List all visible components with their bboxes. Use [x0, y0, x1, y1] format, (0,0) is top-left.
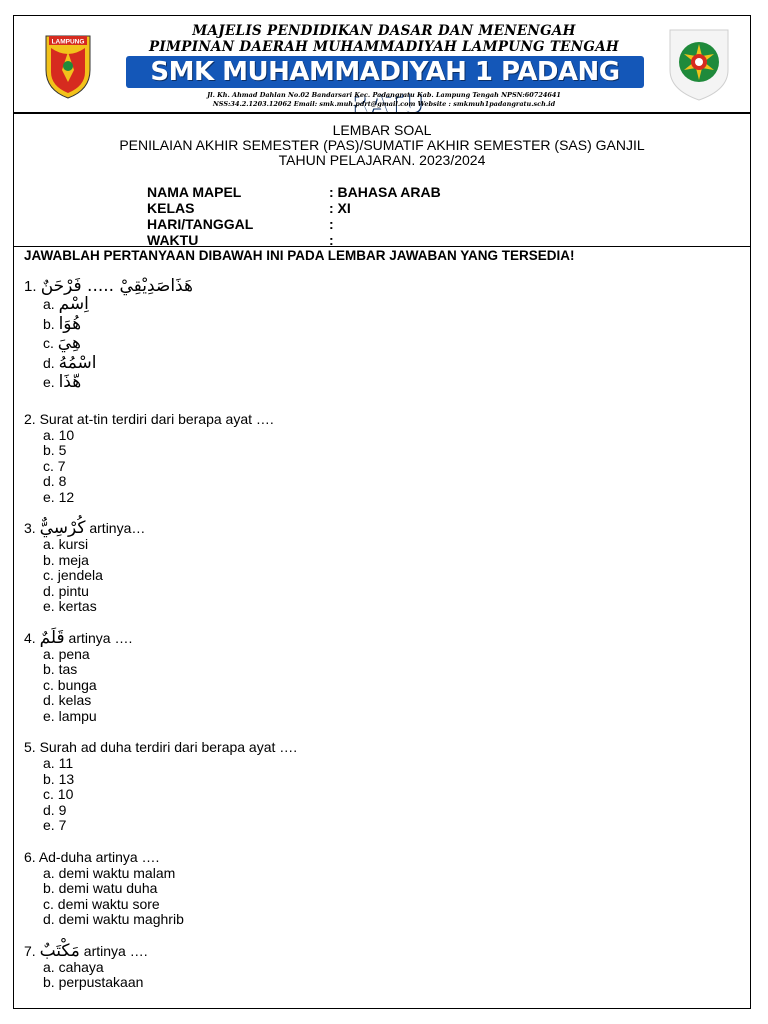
option[interactable]	[24, 459, 724, 475]
option-label: a.	[43, 864, 55, 881]
option[interactable]	[24, 354, 724, 374]
school-address: Jl. Kh. Ahmad Dahlan No.02 Bandarsari Kec. Padangratu Kab. Lampung Tengah NPSN:60724641	[207, 91, 561, 99]
option-text: اِسْم	[58, 294, 89, 314]
option[interactable]	[24, 897, 724, 913]
question-number: 7.	[24, 942, 36, 959]
option[interactable]	[24, 599, 724, 615]
question-arabic: هَذَاصَدِيْقِيْ ..... فَرْحَنٌ	[40, 276, 193, 296]
question-header	[24, 739, 724, 756]
option-text: meja	[58, 551, 89, 568]
option[interactable]	[24, 662, 724, 678]
option-label: b.	[43, 770, 55, 787]
option[interactable]	[24, 334, 724, 354]
exam-page	[13, 15, 751, 1009]
question-header	[24, 940, 724, 961]
header-divider	[14, 112, 750, 114]
option[interactable]	[24, 772, 724, 788]
option-text: demi watu duha	[58, 880, 158, 896]
option-label: b.	[43, 315, 55, 332]
title-assessment: PENILAIAN AKHIR SEMESTER (PAS)/SUMATIF AKHIR SEMESTER (SAS) GANJIL	[119, 137, 645, 153]
question-text: artinya ….	[68, 629, 133, 646]
question-number: 4.	[24, 629, 36, 646]
option-text: 5	[58, 442, 67, 458]
option-label: b.	[43, 551, 55, 568]
question-2	[24, 411, 724, 506]
option-text: 7	[57, 457, 66, 474]
option[interactable]	[24, 647, 724, 663]
option[interactable]	[24, 443, 724, 459]
question-7	[24, 940, 724, 991]
option-text: kertas	[58, 598, 97, 614]
question-6	[24, 849, 724, 928]
option[interactable]	[24, 881, 724, 897]
question-header	[24, 849, 724, 866]
option-text: هِيَ	[57, 333, 81, 353]
instruction-text: JAWABLAH PERTANYAAN DIBAWAH INI PADA LEMBAR JAWABAN YANG TERSEDIA!	[24, 248, 575, 263]
option-label: e.	[43, 374, 55, 390]
option-label: d.	[43, 582, 55, 599]
option-label: d.	[43, 692, 55, 708]
question-5	[24, 739, 724, 834]
option[interactable]	[24, 756, 724, 772]
info-value: :	[329, 216, 334, 232]
option-label: c.	[43, 895, 54, 912]
muhammadiyah-logo	[666, 24, 732, 104]
option-text: bunga	[57, 676, 97, 693]
option[interactable]	[24, 553, 724, 569]
question-3	[24, 520, 724, 615]
info-value: : BAHASA ARAB	[329, 184, 441, 200]
option-label: a.	[43, 645, 55, 662]
question-number: 5.	[24, 739, 36, 755]
exam-info	[147, 184, 629, 248]
info-label: NAMA MAPEL	[147, 184, 242, 200]
info-value: : XI	[329, 200, 351, 216]
option-label: a.	[43, 426, 55, 443]
option-text: 8	[58, 473, 67, 489]
option[interactable]	[24, 315, 724, 335]
option-label: d.	[43, 911, 55, 927]
option-label: b.	[43, 442, 55, 458]
option-text: 7	[58, 817, 67, 833]
option-label: a.	[43, 755, 55, 771]
info-row	[147, 216, 629, 232]
question-number: 2.	[24, 410, 36, 427]
question-number: 6.	[24, 848, 36, 865]
option[interactable]	[24, 428, 724, 444]
option-text: 11	[58, 755, 74, 771]
question-4	[24, 627, 724, 725]
title-academic-year: TAHUN PELAJARAN. 2023/2024	[278, 152, 486, 168]
option[interactable]	[24, 678, 724, 694]
option-label: a.	[43, 296, 55, 312]
option[interactable]	[24, 474, 724, 490]
option-text: demi waktu sore	[57, 895, 160, 912]
option-label: c.	[43, 457, 54, 474]
option-label: c.	[43, 335, 54, 351]
option[interactable]	[24, 537, 724, 553]
question-header	[24, 627, 724, 648]
question-arabic: قَلَمٌ	[39, 627, 65, 648]
exam-titles	[14, 123, 750, 168]
option-text: 9	[58, 801, 67, 818]
question-text: Ad-duha artinya ….	[38, 848, 160, 865]
info-row	[147, 200, 629, 216]
header-line-2: PIMPINAN DAERAH MUHAMMADIYAH LAMPUNG TENGAH	[148, 39, 620, 55]
question-header	[24, 278, 724, 295]
option-text: tas	[58, 661, 78, 677]
option-label: c.	[43, 676, 54, 693]
option-label: b.	[43, 880, 55, 896]
header-line-1: MAJELIS PENDIDIKAN DASAR DAN MENENGAH	[192, 23, 576, 39]
question-list	[24, 278, 724, 991]
option-label: e.	[43, 817, 55, 833]
option-text: demi waktu malam	[58, 864, 176, 881]
option-text: اسْمُهُ	[58, 352, 97, 373]
option[interactable]	[24, 912, 724, 928]
info-row	[147, 184, 629, 200]
question-header	[24, 520, 724, 537]
option-text: perpustakaan	[58, 974, 144, 990]
lampung-province-logo	[43, 30, 93, 100]
option-text: kelas	[58, 692, 92, 708]
school-contact: NSS:34.2.1203.12062 Email: smk.muh.pdrt@gmail.com Website : smkmuh1padangratu.sch.id	[212, 100, 556, 108]
option[interactable]	[24, 584, 724, 600]
question-text: artinya ….	[83, 942, 148, 959]
option-text: هُوَا	[58, 313, 82, 334]
option-label: c.	[43, 786, 54, 802]
question-text: Surah ad duha terdiri dari berapa ayat ….	[39, 739, 298, 755]
left-logo-label: LAMPUNG	[51, 38, 85, 46]
option[interactable]	[24, 787, 724, 803]
info-label: WAKTU	[147, 232, 199, 248]
option-label: d.	[43, 354, 55, 371]
option[interactable]	[24, 373, 724, 393]
option-label: d.	[43, 473, 55, 489]
option[interactable]	[24, 866, 724, 882]
option-text: kursi	[58, 536, 89, 552]
info-label: HARI/TANGGAL	[147, 216, 254, 232]
option-label: a.	[43, 536, 55, 552]
question-arabic: مَكْتَبٌ	[39, 940, 80, 961]
question-text: artinya…	[89, 520, 146, 536]
title-lembar-soal: LEMBAR SOAL	[332, 122, 432, 138]
info-label: KELAS	[147, 200, 195, 216]
option[interactable]	[24, 490, 724, 506]
option-text: demi waktu maghrib	[58, 911, 184, 927]
option-text: 10	[57, 786, 74, 802]
option[interactable]	[24, 975, 724, 991]
info-value: :	[329, 232, 334, 248]
option-label: c.	[43, 567, 54, 583]
school-name: SMK MUHAMMADIYAH 1 PADANG RATU	[150, 57, 620, 119]
question-arabic: كُرْسِيٌّ	[39, 518, 86, 538]
option-label: d.	[43, 801, 55, 818]
option-text: jendela	[57, 567, 103, 583]
option-text: pena	[58, 645, 90, 662]
option-text: 10	[58, 426, 75, 443]
option[interactable]	[24, 568, 724, 584]
option-label: b.	[43, 661, 55, 677]
question-text: Surat at-tin terdiri dari berapa ayat ….	[39, 410, 274, 427]
option-label: b.	[43, 974, 55, 990]
option[interactable]	[24, 709, 724, 725]
option-label: e.	[43, 598, 55, 614]
option[interactable]	[24, 803, 724, 819]
option-text: cahaya	[58, 958, 104, 975]
option[interactable]	[24, 295, 724, 315]
option-text: lampu	[58, 707, 97, 724]
option-text: 12	[58, 488, 75, 505]
option-label: e.	[43, 707, 55, 724]
option-label: e.	[43, 488, 55, 505]
option-label: a.	[43, 958, 55, 975]
option-text: هّذَا	[58, 372, 82, 392]
option[interactable]	[24, 818, 724, 834]
option[interactable]	[24, 960, 724, 976]
question-1	[24, 278, 724, 393]
option-text: 13	[58, 770, 75, 787]
question-header	[24, 411, 724, 428]
option-text: pintu	[58, 582, 89, 599]
option[interactable]	[24, 693, 724, 709]
question-number: 1.	[24, 278, 37, 295]
question-number: 3.	[24, 520, 36, 536]
info-divider	[14, 246, 750, 247]
